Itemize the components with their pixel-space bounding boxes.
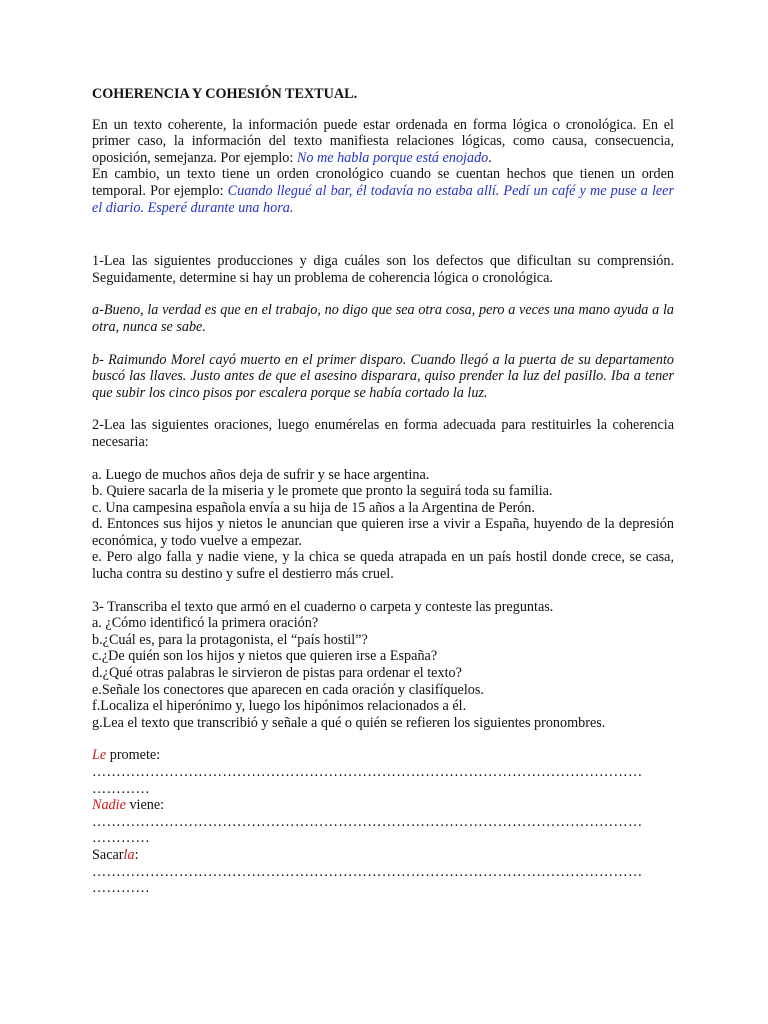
list-item: f.Localiza el hiperónimo y, luego los hipónimos relacionados a él. [92,698,467,715]
list-item: c.¿De quién son los hijos y nietos que quieren irse a España? [92,648,438,665]
pronoun-word: la [123,846,135,863]
exercise-1-prompt: 1-Lea las siguientes producciones y diga cuáles son los defectos que dificultan su comprensión. Seguidamente, determine si hay un problema de coherencia lógica o cronológica. [92,253,674,286]
list-item: c. Una campesina española envía a su hija de 15 años a la Argentina de Perón. [92,499,535,516]
answer-line[interactable]: …………………………………………………………………………………………………… [92,813,643,830]
list-item: a. Luego de muchos años deja de sufrir y se hace argentina. [92,466,430,483]
pronoun-answer-3: Sacarla: …………………………………………………………………………………………………… ………… [92,847,674,897]
exercise-3-prompt: 3- Transcriba el texto que armó en el cuaderno o carpeta y conteste las preguntas. [92,598,554,615]
document-page [92,86,674,897]
example-chronological: Cuando llegué al bar, él todavía no estaba allí. Pedí un café y me puse a leer el diario. Esperé durante una hora. [92,182,674,216]
answer-line-end: ………… [92,830,150,847]
pronoun-answer-2: Nadie viene: …………………………………………………………………………………………………… ………… [92,797,674,847]
intro-paragraph-1: En un texto coherente, la información puede estar ordenada en forma lógica o cronológica. En el primer caso, la información del texto manifiesta relaciones lógicas, como causa, consecuencia, oposición, semejanza. Por ejemplo: No me habla porque está enojado. [92,116,674,166]
list-item: a. ¿Cómo identificó la primera oración? [92,615,319,632]
exercise-2-prompt: 2-Lea las siguientes oraciones, luego enumérelas en forma adecuada para restituirles la coherencia necesaria: [92,417,674,450]
exercise-1-text-a: a-Bueno, la verdad es que en el trabajo, no digo que sea otra cosa, pero a veces una mano ayuda a la otra, nunca se sabe. [92,302,674,335]
answer-line-end: ………… [92,880,150,897]
list-item: e. Pero algo falla y nadie viene, y la chica se queda atrapada en un país hostil donde crece, se casa, lucha contra su destino y sufre el destierro más cruel. [92,549,674,583]
list-item: g.Lea el texto que transcribió y señale a qué o quién se refieren los siguientes pronombres. [92,714,606,731]
exercise-3-list [92,615,674,731]
exercise-2-list [92,467,674,583]
list-item: b. Quiere sacarla de la miseria y le promete que pronto la seguirá toda su familia. [92,483,553,500]
pronoun-answer-1: Le promete: …………………………………………………………………………………………………… ………… [92,747,674,797]
document-title: COHERENCIA Y COHESIÓN TEXTUAL. [92,86,358,102]
pronoun-word: Le [92,747,107,764]
answer-line[interactable]: …………………………………………………………………………………………………… [92,863,643,880]
list-item: e.Señale los conectores que aparecen en cada oración y clasifíquelos. [92,681,484,698]
example-logical: No me habla porque está enojado [296,149,489,166]
list-item: d.¿Qué otras palabras le sirvieron de pistas para ordenar el texto? [92,665,462,682]
pronoun-word: Nadie [92,797,126,814]
exercise-1-text-b: b- Raimundo Morel cayó muerto en el primer disparo. Cuando llegó a la puerta de su departamento buscó las llaves. Justo antes de que el asesino disparara, quiso prender la luz del pasillo. Iba a tener que subir los cinco pisos por escalera porque se había cortado la luz. [92,351,674,401]
answer-line-end: ………… [92,780,150,797]
list-item: b.¿Cuál es, para la protagonista, el “país hostil”? [92,631,368,648]
answer-line[interactable]: …………………………………………………………………………………………………… [92,764,643,780]
list-item: d. Entonces sus hijos y nietos le anuncian que quieren irse a vivir a España, huyendo de la depresión económica, y todo vuelve a empezar. [92,516,674,549]
intro-paragraph-2: En cambio, un texto tiene un orden cronológico cuando se cuentan hechos que tienen un orden temporal. Por ejemplo: Cuando llegué al bar, él todavía no estaba allí. Pedí un café y me puse a leer el diario. Esperé durante una hora. [92,166,674,216]
